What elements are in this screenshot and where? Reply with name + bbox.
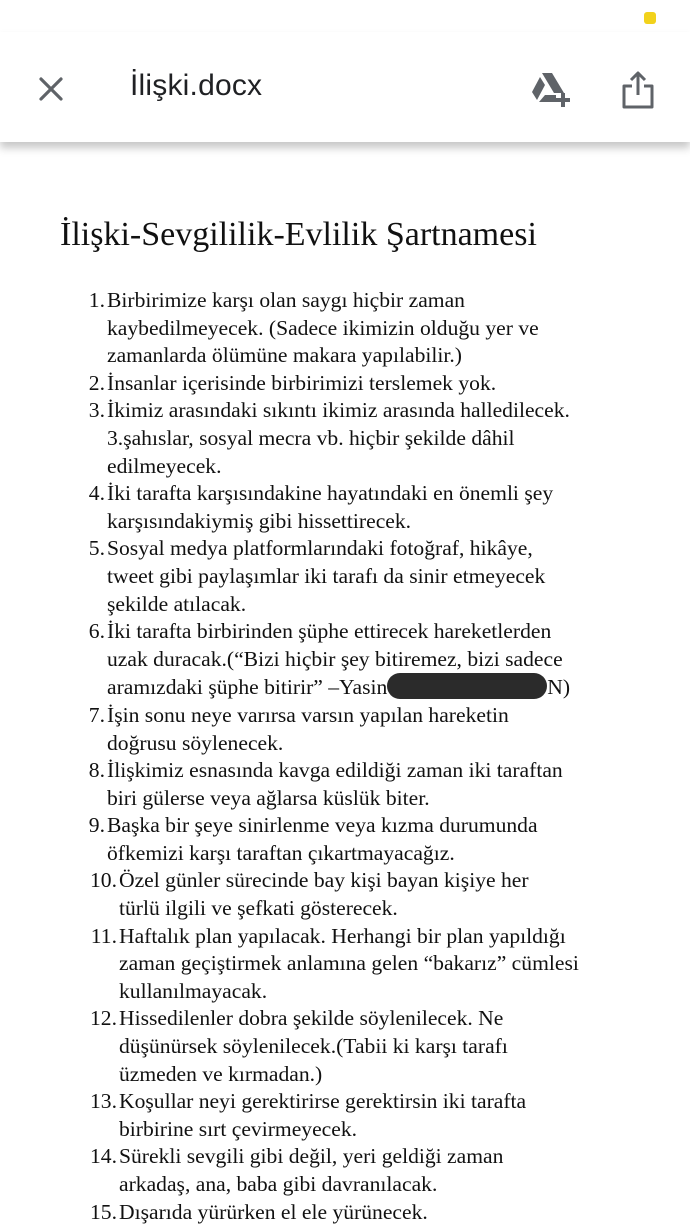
list-item: [0, 535, 690, 618]
redaction-bar: [387, 673, 547, 699]
item-number: 1.: [88, 288, 105, 312]
item-number: 15.: [90, 1199, 117, 1224]
item-number: 14.: [90, 1144, 117, 1169]
item-text: İkimiz arasındaki sıkıntı ikimiz arasında halledilecek. 3.şahıslar, sosyal mecra vb. hiçbir şekilde dâhil edilmeyecek.: [107, 398, 570, 478]
item-text: Dışarıda yürürken el ele yürünecek.: [119, 1199, 428, 1224]
item-number: 7.: [88, 702, 105, 727]
add-to-drive-icon: [528, 71, 572, 109]
list-item: [0, 397, 690, 480]
list-item: [0, 1005, 690, 1088]
item-number: 6.: [88, 619, 105, 644]
item-number: 3.: [88, 398, 105, 423]
item-text: Özel günler sürecinde bay kişi bayan kişiye her türlü ilgili ve şefkati gösterecek.: [119, 868, 529, 921]
item-number: 10.: [90, 868, 117, 893]
item-text: Başka bir şeye sinirlenme veya kızma durumunda öfkemizi karşı taraftan çıkartmayacağız.: [107, 813, 538, 865]
list-item: [0, 702, 690, 757]
item-text: İşin sonu neye varırsa varsın yapılan hareketin doğrusu söylenecek.: [107, 702, 509, 755]
item-text: Koşullar neyi gerektirirse gerektirsin iki tarafta birbirine sırt çevirmeyecek.: [119, 1089, 527, 1141]
item-number: 5.: [88, 536, 105, 561]
close-icon: [36, 74, 66, 104]
item-text: Sürekli sevgili gibi değil, yeri geldiği zaman arkadaş, ana, baba gibi davranılacak.: [119, 1144, 504, 1196]
item-text-suffix: N): [547, 675, 571, 700]
list-item: [0, 480, 690, 535]
item-number: 2.: [88, 370, 105, 395]
list-item: [0, 1143, 690, 1198]
item-text: Hissedilenler dobra şekilde söylenilecek. Ne düşünürsek söylenilecek.(Tabii ki karşı tarafı üzmeden ve kırmadan.): [119, 1006, 508, 1086]
list-item: [0, 867, 690, 922]
list-item: [0, 287, 690, 370]
item-text: Haftalık plan yapılacak. Herhangi bir plan yapıldığı zaman geçiştirmek anlamına gelen “bakarız” cümlesi kullanılmayacak.: [119, 923, 579, 1003]
share-button[interactable]: [614, 64, 662, 116]
document-page: [0, 150, 690, 1227]
status-indicator: [644, 12, 656, 24]
item-number: 4.: [88, 481, 105, 506]
document-title: İlişki-Sevgililik-Evlilik Şartnamesi: [60, 216, 537, 253]
list-item: [0, 370, 690, 398]
item-number: 13.: [90, 1089, 117, 1114]
item-text: İlişkimiz esnasında kavga edildiği zaman iki taraftan biri gülerse veya ağlarsa küslük biter.: [107, 758, 563, 810]
item-number: 12.: [90, 1006, 117, 1031]
list-item: [0, 1199, 690, 1227]
share-icon: [621, 70, 655, 110]
item-text: İki tarafta karşısındakine hayatındaki en önemli şey karşısındakiymiş gibi hissettirecek.: [107, 481, 554, 533]
list-item: [0, 923, 690, 1006]
rules-list: [0, 287, 690, 1226]
item-text: İnsanlar içerisinde birbirimizi terslemek yok.: [107, 370, 497, 395]
list-item: [0, 757, 690, 812]
file-title: İlişki.docx: [130, 69, 263, 102]
list-item: [0, 618, 690, 702]
close-button[interactable]: [28, 66, 74, 112]
document-toolbar: [0, 32, 690, 142]
item-text: Birbirimize karşı olan saygı hiçbir zaman kaybedilmeyecek. (Sadece ikimizin olduğu yer ve zamanlarda ölümüne makara yapılabilir.): [107, 288, 539, 368]
add-to-drive-button[interactable]: [526, 66, 574, 114]
list-item: [0, 812, 690, 867]
item-text: [107, 618, 690, 702]
item-text: Sosyal medya platformlarındaki fotoğraf, hikâye, tweet gibi paylaşımlar iki tarafı da sinir etmeyecek şekilde atılacak.: [107, 536, 546, 616]
item-number: 8.: [88, 758, 105, 783]
item-number: 11.: [90, 923, 117, 948]
item-text-main: İki tarafta birbirinden şüphe ettirecek hareketlerden uzak duracak.(“Bizi hiçbir şey bitiremez, bizi sadece aramızdaki şüphe bitirir” –Yasin: [107, 619, 563, 700]
item-number: 9.: [88, 813, 105, 838]
list-item: [0, 1088, 690, 1143]
